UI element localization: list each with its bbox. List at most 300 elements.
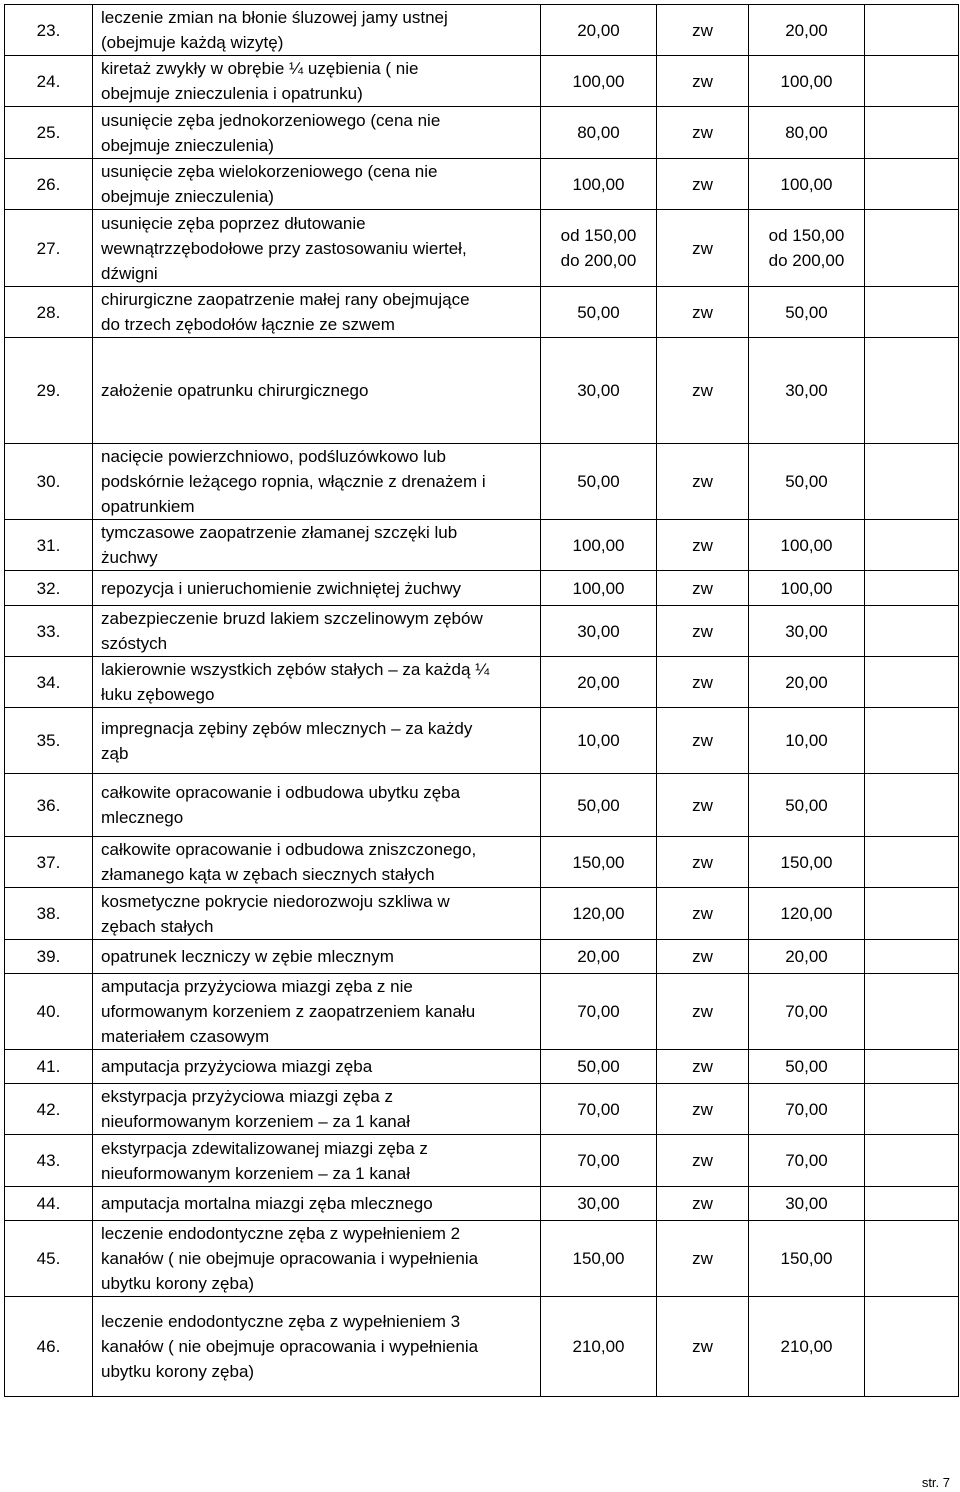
gross-price-value: 10,00 (785, 731, 828, 750)
service-description (93, 1187, 541, 1221)
net-price-value: 50,00 (577, 1057, 620, 1076)
vat-rate (657, 1084, 749, 1135)
vat-rate-value: zw (692, 672, 713, 692)
description-line: lakierownie wszystkich zębów stałych – za każdą ¼ (101, 660, 490, 679)
net-price-value: 10,00 (577, 731, 620, 750)
gross-price-value: 30,00 (785, 1194, 828, 1213)
gross-price-value: 100,00 (780, 535, 833, 555)
empty-cell (865, 974, 959, 1050)
row-number (5, 56, 93, 107)
row-number (5, 606, 93, 657)
empty-cell (865, 287, 959, 338)
description-line: repozycja i unieruchomienie zwichniętej żuchwy (101, 578, 462, 598)
row-number-text: 24. (36, 71, 61, 91)
net-price-value: 80,00 (577, 123, 620, 142)
row-number-text: 41. (36, 1057, 61, 1076)
table-row (5, 1187, 959, 1221)
vat-rate-value: zw (692, 472, 713, 491)
page-number: str. 7 (921, 1475, 950, 1490)
row-number-text: 29. (36, 381, 61, 400)
net-price-value: od 150,00 (560, 226, 637, 245)
gross-price (749, 159, 865, 210)
row-number (5, 1135, 93, 1187)
table-row (5, 1221, 959, 1297)
row-number (5, 571, 93, 606)
table-row (5, 940, 959, 974)
net-price-value: 50,00 (577, 302, 620, 322)
net-price (541, 5, 657, 56)
net-price (541, 1084, 657, 1135)
row-number (5, 338, 93, 444)
description-line: łuku zębowego (101, 685, 215, 704)
table-row (5, 571, 959, 606)
pricing-table-body (5, 5, 959, 1397)
service-description (93, 1084, 541, 1135)
vat-rate (657, 888, 749, 940)
net-price (541, 657, 657, 708)
vat-rate (657, 1135, 749, 1187)
description-line: amputacja przyżyciowa miazgi zęba z nie (101, 977, 413, 996)
description-line: ubytku korony zęba) (101, 1274, 255, 1293)
vat-rate (657, 444, 749, 520)
gross-price (749, 1297, 865, 1397)
gross-price-value: 150,00 (780, 1249, 833, 1268)
row-number (5, 5, 93, 56)
service-description (93, 210, 541, 287)
net-price-value: 20,00 (577, 672, 620, 692)
description-line: obejmuje znieczulenia) (101, 135, 274, 155)
vat-rate-value: zw (692, 1002, 713, 1021)
table-row (5, 888, 959, 940)
gross-price (749, 940, 865, 974)
service-description (93, 159, 541, 210)
row-number-text: 44. (36, 1194, 61, 1213)
empty-cell (865, 107, 959, 159)
vat-rate-value: zw (692, 731, 713, 750)
table-row (5, 974, 959, 1050)
net-price (541, 837, 657, 888)
gross-price (749, 107, 865, 159)
row-number-text: 25. (36, 123, 61, 142)
net-price (541, 1297, 657, 1397)
description-line: dźwigni (101, 263, 158, 283)
gross-price (749, 56, 865, 107)
empty-cell (865, 444, 959, 520)
description-line: ekstyrpacja przyżyciowa miazgi zęba z (101, 1087, 393, 1106)
row-number-text: 45. (36, 1249, 61, 1268)
row-number (5, 888, 93, 940)
empty-cell (865, 210, 959, 287)
net-price (541, 107, 657, 159)
service-description (93, 888, 541, 940)
description-line: obejmuje znieczulenia) (101, 187, 274, 206)
row-number-text: 46. (36, 1337, 61, 1356)
vat-rate (657, 708, 749, 774)
gross-price-value: 30,00 (785, 381, 828, 400)
vat-rate (657, 56, 749, 107)
net-price-value: 150,00 (572, 852, 625, 872)
empty-cell (865, 1221, 959, 1297)
row-number-text: 37. (36, 852, 61, 872)
vat-rate-value: zw (692, 302, 713, 322)
vat-rate (657, 774, 749, 837)
service-description (93, 940, 541, 974)
service-description (93, 708, 541, 774)
vat-rate-value: zw (692, 1151, 713, 1170)
net-price-value: 100,00 (572, 535, 625, 555)
row-number-text: 36. (36, 795, 61, 815)
row-number (5, 444, 93, 520)
vat-rate-value: zw (692, 1099, 713, 1119)
description-line: usunięcie zęba poprzez dłutowanie (101, 213, 366, 233)
table-row (5, 159, 959, 210)
table-row (5, 774, 959, 837)
gross-price (749, 520, 865, 571)
net-price-value: 150,00 (572, 1249, 625, 1268)
table-row (5, 338, 959, 444)
gross-price-value: 20,00 (785, 947, 828, 966)
description-line: żuchwy (101, 548, 158, 567)
gross-price (749, 1084, 865, 1135)
description-line: całkowite opracowanie i odbudowa ubytku zęba (101, 783, 461, 802)
row-number-text: 23. (36, 20, 61, 40)
vat-rate-value: zw (692, 20, 713, 40)
service-description (93, 444, 541, 520)
gross-price (749, 974, 865, 1050)
row-number (5, 774, 93, 837)
description-line: nieuformowanym korzeniem – za 1 kanał (101, 1112, 410, 1131)
vat-rate (657, 338, 749, 444)
table-row (5, 1135, 959, 1187)
gross-price (749, 1221, 865, 1297)
net-price-value: do 200,00 (560, 251, 637, 270)
description-line: ekstyrpacja zdewitalizowanej miazgi zęba z (101, 1138, 428, 1158)
empty-cell (865, 1050, 959, 1084)
empty-cell (865, 774, 959, 837)
description-line: kanałów ( nie obejmuje opracowania i wypełnienia (101, 1249, 479, 1268)
vat-rate (657, 837, 749, 888)
description-line: szóstych (101, 634, 168, 653)
description-line: uformowanym korzeniem z zaopatrzeniem kanału (101, 1002, 476, 1021)
vat-rate (657, 1050, 749, 1084)
vat-rate-value: zw (692, 1057, 713, 1076)
service-description (93, 774, 541, 837)
description-line: kiretaż zwykły w obrębie ¼ uzębienia ( nie (101, 59, 419, 78)
description-line: całkowite opracowanie i odbudowa zniszczonego, (101, 840, 477, 859)
service-description (93, 338, 541, 444)
row-number-text: 34. (36, 672, 61, 692)
row-number (5, 1297, 93, 1397)
row-number (5, 940, 93, 974)
gross-price-value: 150,00 (780, 852, 833, 872)
row-number-text: 26. (36, 174, 61, 194)
net-price (541, 708, 657, 774)
table-row (5, 1050, 959, 1084)
description-line: ubytku korony zęba) (101, 1362, 255, 1381)
description-line: do trzech zębodołów łącznie ze szwem (101, 315, 395, 334)
table-row (5, 837, 959, 888)
description-line: opatrunkiem (101, 497, 195, 516)
table-row (5, 56, 959, 107)
description-line: kosmetyczne pokrycie niedorozwoju szkliwa w (101, 891, 450, 911)
net-price (541, 520, 657, 571)
gross-price-value: 120,00 (780, 904, 833, 923)
description-line: zębach stałych (101, 916, 214, 936)
net-price-value: 30,00 (577, 1194, 620, 1213)
vat-rate-value: zw (692, 381, 713, 400)
gross-price-value: 100,00 (780, 578, 833, 598)
description-line: amputacja przyżyciowa miazgi zęba (101, 1057, 373, 1076)
table-row (5, 5, 959, 56)
description-line: usunięcie zęba jednokorzeniowego (cena nie (101, 110, 441, 130)
description-line: (obejmuje każdą wizytę) (101, 33, 284, 52)
row-number (5, 1221, 93, 1297)
description-line: leczenie endodontyczne zęba z wypełnieniem 2 (101, 1224, 461, 1243)
row-number-text: 39. (36, 947, 61, 966)
net-price-value: 100,00 (572, 71, 625, 91)
net-price-value: 100,00 (572, 578, 625, 598)
gross-price-value: 70,00 (785, 1099, 828, 1119)
row-number-text: 32. (36, 578, 61, 598)
empty-cell (865, 657, 959, 708)
vat-rate-value: zw (692, 904, 713, 923)
empty-cell (865, 56, 959, 107)
gross-price (749, 1135, 865, 1187)
net-price-value: 20,00 (577, 947, 620, 966)
service-description (93, 571, 541, 606)
gross-price (749, 5, 865, 56)
service-description (93, 287, 541, 338)
gross-price (749, 657, 865, 708)
description-line: założenie opatrunku chirurgicznego (101, 381, 369, 400)
vat-rate (657, 1297, 749, 1397)
description-line: usunięcie zęba wielokorzeniowego (cena nie (101, 162, 438, 181)
description-line: mlecznego (101, 808, 184, 827)
gross-price-value: 210,00 (780, 1337, 833, 1356)
net-price (541, 774, 657, 837)
service-description (93, 5, 541, 56)
gross-price-value: 100,00 (780, 71, 833, 91)
gross-price (749, 338, 865, 444)
gross-price-value: od 150,00 (768, 226, 845, 245)
net-price-value: 20,00 (577, 20, 620, 40)
description-line: impregnacja zębiny zębów mlecznych – za każdy (101, 718, 473, 738)
net-price (541, 974, 657, 1050)
description-line: leczenie zmian na błonie śluzowej jamy ustnej (101, 8, 448, 27)
vat-rate-value: zw (692, 123, 713, 142)
service-description (93, 1297, 541, 1397)
table-row (5, 107, 959, 159)
row-number (5, 708, 93, 774)
vat-rate (657, 571, 749, 606)
vat-rate-value: zw (692, 1249, 713, 1268)
vat-rate (657, 210, 749, 287)
service-description (93, 1221, 541, 1297)
gross-price (749, 837, 865, 888)
row-number-text: 28. (36, 302, 61, 322)
net-price (541, 1187, 657, 1221)
empty-cell (865, 571, 959, 606)
empty-cell (865, 1084, 959, 1135)
table-row (5, 444, 959, 520)
empty-cell (865, 5, 959, 56)
vat-rate (657, 520, 749, 571)
description-line: podskórnie leżącego ropnia, włącznie z drenażem i (101, 472, 486, 491)
row-number (5, 159, 93, 210)
row-number (5, 974, 93, 1050)
gross-price (749, 774, 865, 837)
vat-rate (657, 1221, 749, 1297)
description-line: nieuformowanym korzeniem – za 1 kanał (101, 1163, 410, 1183)
net-price (541, 571, 657, 606)
vat-rate-value: zw (692, 621, 713, 641)
net-price-value: 210,00 (572, 1337, 625, 1356)
service-description (93, 837, 541, 888)
table-row (5, 1297, 959, 1397)
net-price (541, 159, 657, 210)
service-description (93, 1135, 541, 1187)
table-row (5, 657, 959, 708)
row-number (5, 657, 93, 708)
service-description (93, 520, 541, 571)
description-line: kanałów ( nie obejmuje opracowania i wypełnienia (101, 1337, 479, 1356)
description-line: ząb (101, 743, 129, 763)
description-line: obejmuje znieczulenia i opatrunku) (101, 84, 363, 103)
description-line: materiałem czasowym (101, 1027, 270, 1046)
row-number-text: 33. (36, 621, 61, 641)
net-price (541, 444, 657, 520)
vat-rate (657, 1187, 749, 1221)
gross-price (749, 708, 865, 774)
description-line: wewnątrzzębodołowe przy zastosowaniu wierteł, (101, 238, 467, 258)
empty-cell (865, 1135, 959, 1187)
gross-price (749, 571, 865, 606)
vat-rate (657, 974, 749, 1050)
row-number-text: 38. (36, 904, 61, 923)
service-description (93, 107, 541, 159)
row-number (5, 520, 93, 571)
vat-rate-value: zw (692, 535, 713, 555)
gross-price-value: 70,00 (785, 1151, 828, 1170)
description-line: złamanego kąta w zębach siecznych stałych (101, 865, 435, 884)
gross-price-value: 50,00 (785, 1057, 828, 1076)
description-line: leczenie endodontyczne zęba z wypełnieniem 3 (101, 1312, 461, 1331)
gross-price-value: 50,00 (785, 472, 828, 491)
empty-cell (865, 708, 959, 774)
gross-price (749, 1050, 865, 1084)
service-description (93, 657, 541, 708)
gross-price (749, 210, 865, 287)
description-line: nacięcie powierzchniowo, podśluzówkowo lub (101, 447, 446, 466)
vat-rate-value: zw (692, 1194, 713, 1213)
net-price-value: 120,00 (572, 904, 625, 923)
service-description (93, 56, 541, 107)
vat-rate-value: zw (692, 238, 713, 258)
row-number (5, 1084, 93, 1135)
empty-cell (865, 606, 959, 657)
net-price (541, 1221, 657, 1297)
table-row (5, 287, 959, 338)
net-price-value: 50,00 (577, 795, 620, 815)
row-number-text: 35. (36, 731, 61, 750)
vat-rate (657, 159, 749, 210)
net-price (541, 338, 657, 444)
gross-price-value: 70,00 (785, 1002, 828, 1021)
gross-price (749, 287, 865, 338)
net-price-value: 70,00 (577, 1099, 620, 1119)
row-number-text: 27. (36, 238, 61, 258)
empty-cell (865, 888, 959, 940)
row-number (5, 287, 93, 338)
net-price (541, 1050, 657, 1084)
row-number-text: 40. (36, 1002, 61, 1021)
gross-price (749, 1187, 865, 1221)
vat-rate (657, 940, 749, 974)
description-line: amputacja mortalna miazgi zęba mlecznego (101, 1194, 433, 1213)
vat-rate (657, 107, 749, 159)
row-number (5, 1187, 93, 1221)
net-price-value: 30,00 (577, 381, 620, 400)
vat-rate (657, 606, 749, 657)
empty-cell (865, 338, 959, 444)
gross-price-value: 100,00 (780, 174, 833, 194)
service-description (93, 606, 541, 657)
table-row (5, 708, 959, 774)
net-price-value: 70,00 (577, 1151, 620, 1170)
empty-cell (865, 520, 959, 571)
vat-rate-value: zw (692, 1337, 713, 1356)
description-line: chirurgiczne zaopatrzenie małej rany obejmujące (101, 290, 470, 309)
net-price-value: 70,00 (577, 1002, 620, 1021)
row-number-text: 42. (36, 1099, 61, 1119)
empty-cell (865, 837, 959, 888)
net-price (541, 287, 657, 338)
gross-price-value: 20,00 (785, 20, 828, 40)
net-price (541, 210, 657, 287)
description-line: zabezpieczenie bruzd lakiem szczelinowym zębów (101, 609, 483, 628)
gross-price (749, 888, 865, 940)
net-price (541, 606, 657, 657)
empty-cell (865, 1187, 959, 1221)
net-price-value: 30,00 (577, 621, 620, 641)
net-price (541, 940, 657, 974)
row-number-text: 31. (36, 535, 61, 555)
gross-price-value: 30,00 (785, 621, 828, 641)
gross-price-value: 50,00 (785, 795, 828, 815)
net-price (541, 56, 657, 107)
net-price (541, 1135, 657, 1187)
table-row (5, 520, 959, 571)
gross-price-value: 50,00 (785, 302, 828, 322)
gross-price (749, 606, 865, 657)
vat-rate (657, 657, 749, 708)
gross-price-value: 80,00 (785, 123, 828, 142)
description-line: tymczasowe zaopatrzenie złamanej szczęki lub (101, 523, 458, 542)
vat-rate-value: zw (692, 174, 713, 194)
description-line: opatrunek leczniczy w zębie mlecznym (101, 947, 394, 966)
table-row (5, 606, 959, 657)
empty-cell (865, 1297, 959, 1397)
vat-rate-value: zw (692, 852, 713, 872)
row-number (5, 837, 93, 888)
empty-cell (865, 940, 959, 974)
vat-rate-value: zw (692, 947, 713, 966)
row-number-text: 43. (36, 1151, 61, 1170)
gross-price-value: do 200,00 (768, 251, 845, 270)
service-description (93, 1050, 541, 1084)
table-row (5, 210, 959, 287)
net-price-value: 50,00 (577, 472, 620, 491)
